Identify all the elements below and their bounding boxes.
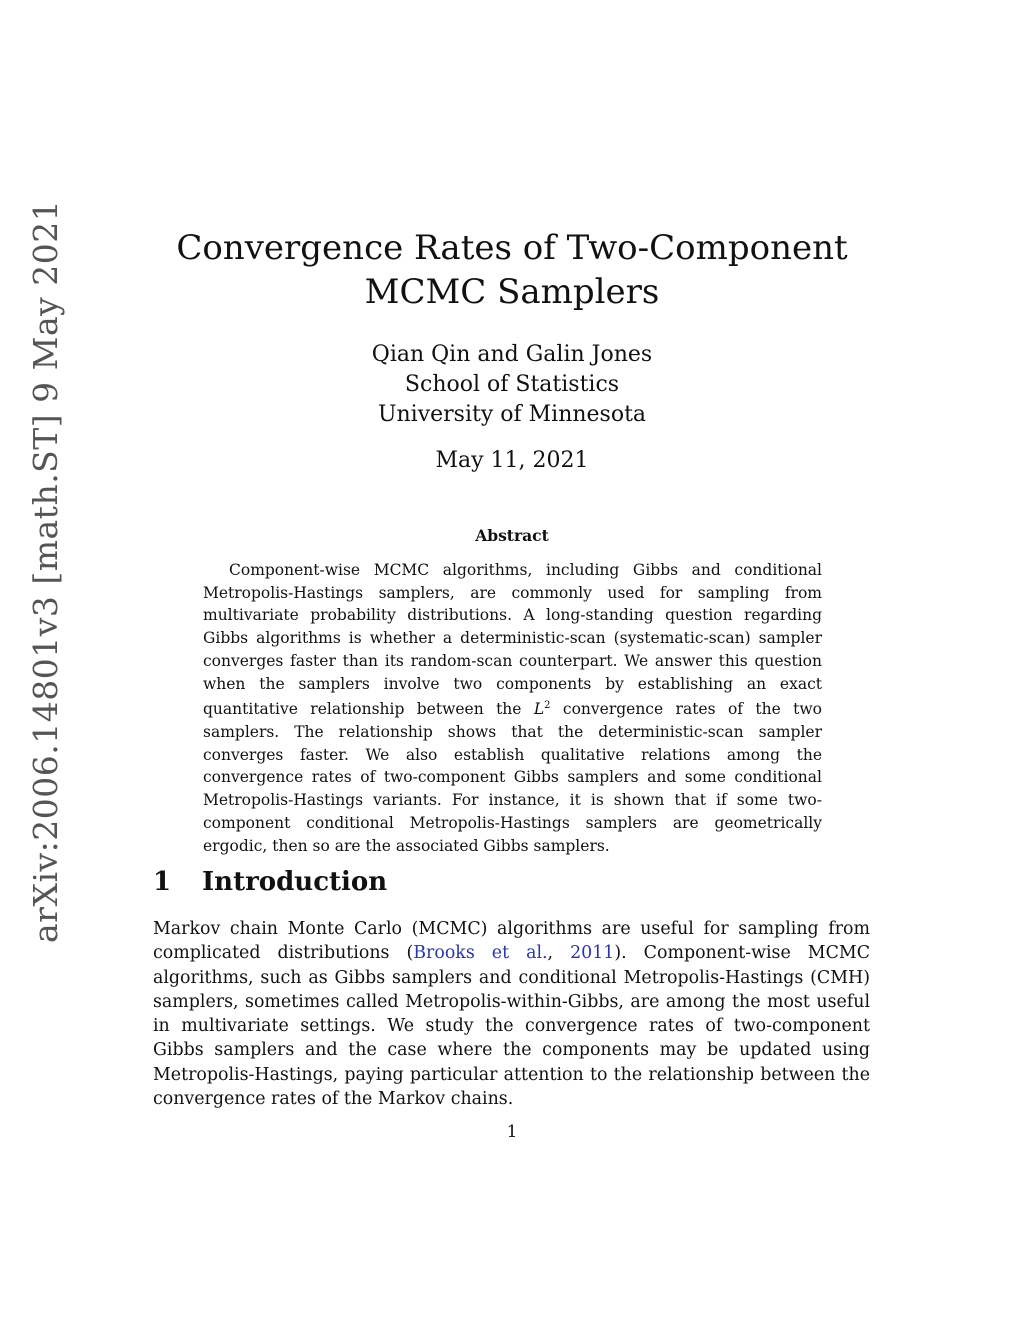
abstract-heading: Abstract (475, 526, 549, 545)
arxiv-identifier-stamp: arXiv:2006.14801v3 [math.ST] 9 May 2021 (26, 199, 65, 943)
citation-separator: , (547, 943, 571, 964)
introduction-paragraph (153, 917, 870, 1111)
intro-text-part-1: Markov chain Monte Carlo (MCMC) algorithms are useful for sampling from complicated distributions ( (153, 919, 870, 964)
author-block (150, 340, 874, 430)
section-number: 1 (153, 867, 172, 897)
math-symbol-l: L (533, 700, 545, 719)
citation-link-year[interactable]: 2011 (570, 943, 615, 964)
section-title: Introduction (202, 867, 388, 897)
abstract-text-part-1: Component-wise MCMC algorithms, including Gibbs and conditional Metropolis-Hastings samplers, are commonly used for sampling from multivariate probability distributions. A long-standing question regarding Gibbs algorithms is whether a deterministic-scan (systematic-scan) sampler converges faster than its random-scan counterpart. We answer this question when the samplers involve two components by establishing an exact quantitative relationship between the (203, 561, 822, 719)
page-number: 1 (506, 1122, 518, 1142)
math-superscript: 2 (544, 700, 551, 712)
author-names: Qian Qin and Galin Jones (371, 342, 653, 367)
citation-link-brooks[interactable]: Brooks et al. (413, 943, 548, 964)
paper-date: May 11, 2021 (435, 448, 589, 473)
section-heading-introduction (153, 864, 387, 900)
author-department: School of Statistics (404, 372, 620, 397)
intro-text-part-2: ). Component-wise MCMC algorithms, such as Gibbs samplers and conditional Metropolis-Hastings (CMH) samplers, sometimes called Metropolis-within-Gibbs, are among the most useful in multivariate settings. We study the convergence rates of two-component Gibbs samplers and the case where the components may be updated using Metropolis-Hastings, paying particular attention to the relationship between the convergence rates of the Markov chains. (153, 943, 871, 1110)
abstract-text (203, 559, 822, 857)
paper-title: Convergence Rates of Two-Component MCMC Samplers (176, 228, 848, 312)
abstract-text-part-2: convergence rates of the two samplers. The relationship shows that the deterministic-scan sampler converges faster. We also establish qualitative relations among the convergence rates of two-component Gibbs samplers and some conditional Metropolis-Hastings variants. For instance, it is shown that if some two-component conditional Metropolis-Hastings samplers are geometrically ergodic, then so are the associated Gibbs samplers. (203, 700, 822, 855)
author-university: University of Minnesota (377, 402, 647, 427)
